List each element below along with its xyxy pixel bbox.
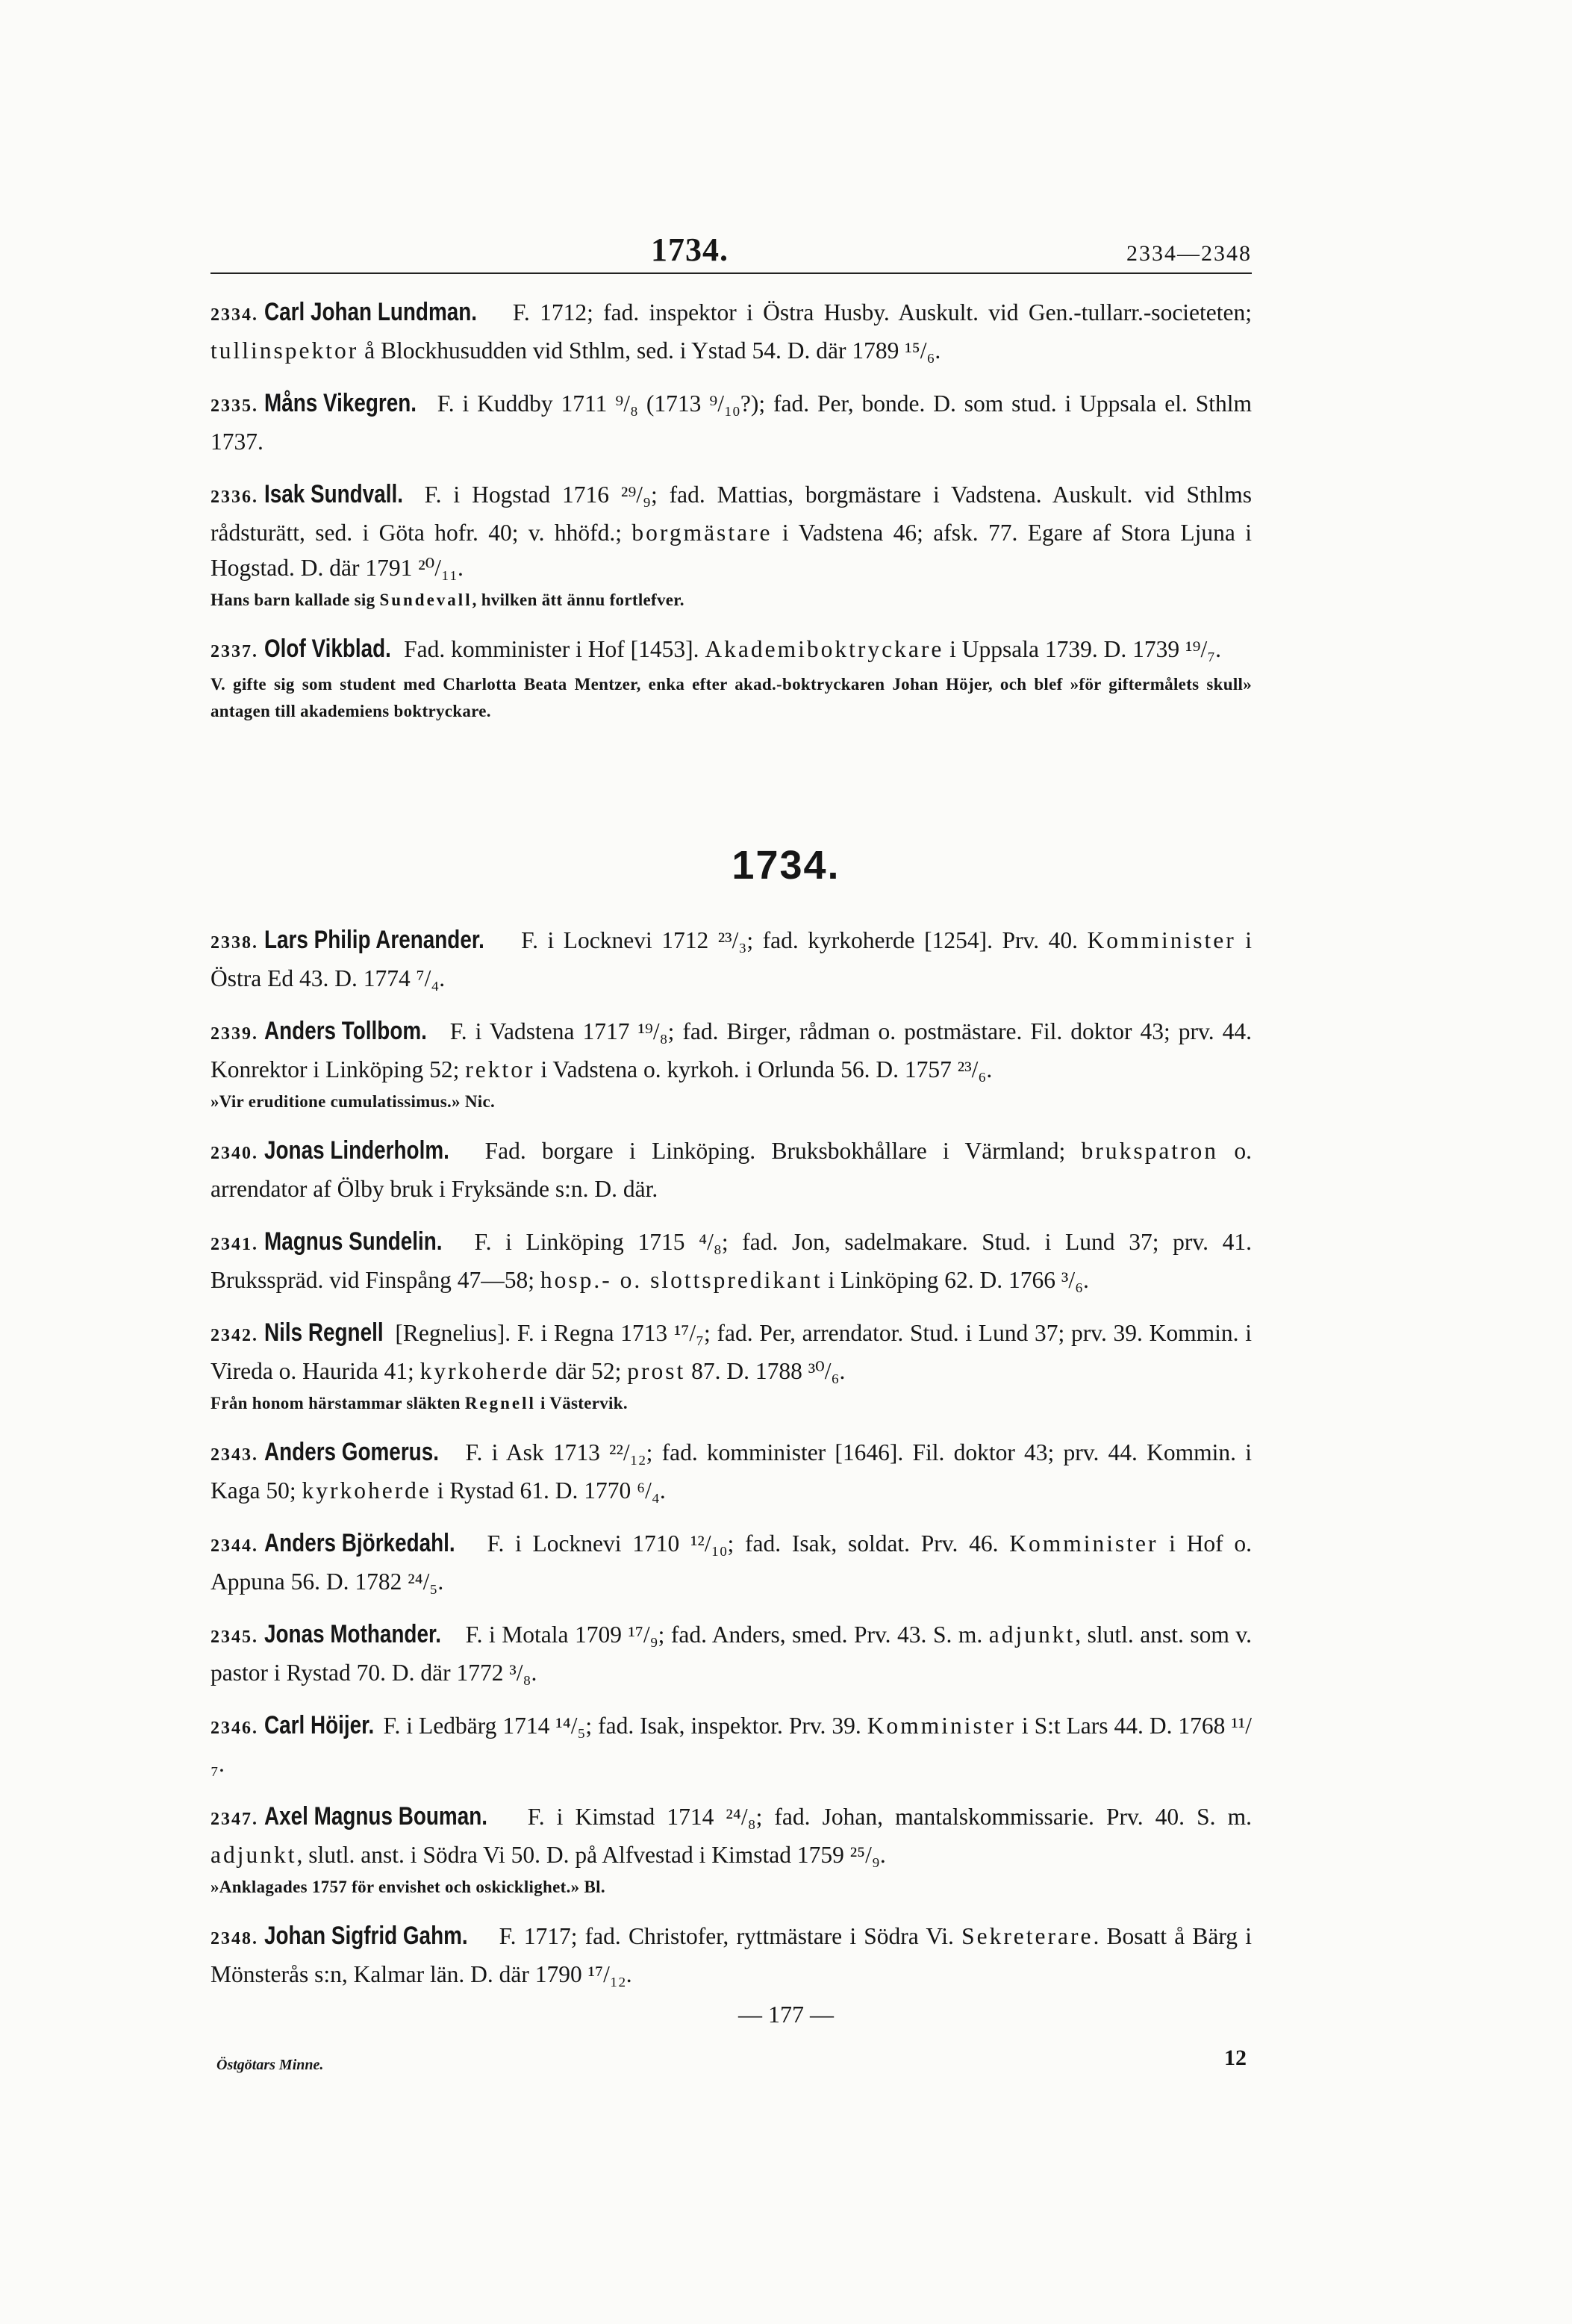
gathering-number: 12 xyxy=(1224,2046,1247,2070)
entry-text: F. i Locknevi 1712 ²³/₃; fad. kyrkoherde [1254]. Prv. 40. xyxy=(511,927,1088,953)
entry-text: hosp.- o. slottspredikant xyxy=(540,1267,823,1293)
entry-name: Måns Vikegren. xyxy=(264,389,417,417)
note-text: »Vir eruditione cumulatissimus.» Nic. xyxy=(210,1092,496,1111)
biography-entry xyxy=(210,1708,1252,1781)
note-text: Från honom härstammar släkten xyxy=(210,1394,465,1412)
entry-text: . Bosatt å Bärg i Mönsterås s:n, Kalmar län. D. där 1790 ¹⁷/₁₂. xyxy=(210,1923,1252,1987)
entry-number: 2341. xyxy=(210,1235,258,1254)
note-text: »Anklagades 1757 för envishet och oskicklighet.» Bl. xyxy=(210,1878,605,1896)
entry-text: adjunkt xyxy=(210,1842,297,1868)
entry-text: å Blockhusudden vid Sthlm, sed. i Ystad 54. D. där 1789 ¹⁵/₆. xyxy=(358,337,941,364)
entry-number: 2346. xyxy=(210,1719,258,1738)
biography-entry xyxy=(210,1133,1252,1206)
entry-number: 2334. xyxy=(210,305,258,325)
entry-name: Anders Tollbom. xyxy=(264,1017,427,1045)
entry-text: i Vadstena 46; afsk. 77. Egare af Stora Ljuna i Hogstad. D. där 1791 ²⁰/₁₁. xyxy=(210,520,1252,581)
header-entry-range: 2334—2348 xyxy=(1126,241,1252,266)
entry-text: o. arrendator af Ölby bruk i Fryksände s:n. D. där. xyxy=(210,1138,1253,1202)
entry-text: Fad. borgare i Linköping. Bruksbokhållare i Värmland; xyxy=(469,1138,1082,1164)
entry-text: Akademiboktryckare xyxy=(705,636,944,662)
biography-entry xyxy=(210,1799,1252,1901)
entry-name: Anders Gomerus. xyxy=(264,1438,439,1466)
entry-text: rektor xyxy=(465,1056,535,1082)
entry-text: i Vadstena o. kyrkoh. i Orlunda 56. D. 1757 ²³/₆. xyxy=(534,1056,993,1082)
entry-text: brukspatron xyxy=(1081,1138,1219,1164)
note-text: , hvilken ätt ännu fortlefver. xyxy=(472,591,684,609)
signature-mark: Östgötars Minne. xyxy=(216,2057,324,2073)
entry-text: F. i Ledbärg 1714 ¹⁴/₅; fad. Isak, inspektor. Prv. 39. xyxy=(377,1713,867,1739)
biography-entry xyxy=(210,923,1252,996)
entry-text: Komminister xyxy=(1009,1530,1158,1557)
entry-name: Olof Vikblad. xyxy=(264,635,391,663)
entry-note xyxy=(210,671,1252,725)
entry-text: adjunkt xyxy=(988,1621,1076,1648)
biography-entry xyxy=(210,632,1252,725)
entry-text: där 52; xyxy=(549,1358,628,1384)
biography-entry xyxy=(210,295,1252,368)
entry-number: 2348. xyxy=(210,1929,258,1948)
entry-text: kyrkoherde xyxy=(419,1358,550,1384)
note-text: Regnell xyxy=(464,1394,536,1412)
entry-number: 2339. xyxy=(210,1024,258,1044)
entry-number: 2345. xyxy=(210,1627,258,1647)
entries-block-2 xyxy=(210,923,1252,2010)
page-number: — 177 — xyxy=(738,2001,834,2028)
entry-text: F. i Hogstad 1716 ²⁹/₉; fad. Mattias, borgmästare i Vadstena. Auskult. vid Sthlms rådsturätt, sed. i Göta hofr. 40; v. hhöfd.; xyxy=(210,482,1252,546)
entry-name: Jonas Linderholm. xyxy=(264,1136,449,1165)
entry-name: Carl Johan Lundman. xyxy=(264,298,478,326)
note-text: V. gifte sig som student med Charlotta Beata Mentzer, enka efter akad.-boktryckaren Johan Höjer, och blef »för giftermålets skull» antagen till akademiens boktryckare. xyxy=(210,675,1252,720)
entry-text: tullinspektor xyxy=(210,337,359,364)
entry-text: i Rystad 61. D. 1770 ⁶/₄. xyxy=(431,1477,666,1504)
entry-text: F. i Ask 1713 ²²/₁₂; fad. komminister [1646]. Fil. doktor 43; prv. 44. Kommin. i Kaga 50; xyxy=(210,1439,1252,1504)
note-text: Sundevall xyxy=(379,591,472,609)
entry-text: , slutl. anst. i Södra Vi 50. D. på Alfvestad i Kimstad 1759 ²⁵/₉. xyxy=(296,1842,886,1868)
entry-name: Magnus Sundelin. xyxy=(264,1227,443,1256)
biography-entry xyxy=(210,1014,1252,1115)
entry-text: , slutl. anst. som v. pastor i Rystad 70. D. där 1772 ³/₈. xyxy=(210,1621,1252,1686)
biography-entry xyxy=(210,1435,1252,1508)
entry-text: F. i Linköping 1715 ⁴/₈; fad. Jon, sadelmakare. Stud. i Lund 37; prv. 41. Bruksspräd. vid Finspång 47—58; xyxy=(210,1229,1252,1293)
entry-name: Nils Regnell xyxy=(264,1318,384,1347)
biography-entry xyxy=(210,1224,1252,1297)
entries-block-1 xyxy=(210,295,1252,743)
entry-name: Johan Sigfrid Gahm. xyxy=(264,1922,468,1950)
entry-number: 2336. xyxy=(210,487,258,507)
entry-text: i Östra Ed 43. D. 1774 ⁷/₄. xyxy=(210,927,1252,991)
entry-text: F. i Kimstad 1714 ²⁴/₈; fad. Johan, mantalskommissarie. Prv. 40. S. m. xyxy=(515,1804,1252,1830)
entry-text: Sekreterare xyxy=(961,1923,1094,1949)
entry-text: F. i Kuddby 1711 ⁹/₈ (1713 ⁹/₁₀?); fad. Per, bonde. D. som stud. i Uppsala el. Sthlm 1737. xyxy=(210,390,1252,455)
entry-number: 2337. xyxy=(210,642,258,661)
entry-text: Fad. komminister i Hof [1453]. xyxy=(398,636,705,662)
entry-name: Carl Höijer. xyxy=(264,1711,375,1739)
entry-text: [Regnelius]. F. i Regna 1713 ¹⁷/₇; fad. Per, arrendator. Stud. i Lund 37; prv. 39. Kommin. i Vireda o. Haurida 41; xyxy=(210,1320,1252,1384)
note-text: Hans barn kallade sig xyxy=(210,591,380,609)
biography-entry xyxy=(210,477,1252,614)
entry-name: Isak Sundvall. xyxy=(264,480,403,508)
biography-entry xyxy=(210,1526,1252,1599)
entry-note xyxy=(210,1390,1252,1417)
entry-text: Komminister xyxy=(867,1713,1016,1739)
biography-entry xyxy=(210,1315,1252,1417)
note-text: i Västervik. xyxy=(535,1394,628,1412)
entry-name: Axel Magnus Bouman. xyxy=(264,1802,487,1831)
entry-number: 2344. xyxy=(210,1536,258,1556)
entry-text: i Hof o. Appuna 56. D. 1782 ²⁴/₅. xyxy=(210,1530,1252,1595)
entry-note xyxy=(210,1088,1252,1115)
entry-text: F. 1712; fad. inspektor i Östra Husby. Auskult. vid Gen.-tullarr.-societeten; xyxy=(502,299,1252,325)
biography-entry xyxy=(210,1617,1252,1690)
running-head xyxy=(210,228,1252,274)
entry-text: F. i Locknevi 1710 ¹²/₁₀; fad. Isak, soldat. Prv. 46. xyxy=(475,1530,1010,1557)
entry-text: F. i Motala 1709 ¹⁷/₉; fad. Anders, smed. Prv. 43. S. m. xyxy=(459,1621,989,1648)
entry-note xyxy=(210,1874,1252,1901)
entry-name: Jonas Mothander. xyxy=(264,1620,442,1648)
entry-text: F. i Vadstena 1717 ¹⁹/₈; fad. Birger, rådman o. postmästare. Fil. doktor 43; prv. 44. Konrektor i Linköping 52; xyxy=(210,1018,1252,1082)
entry-name: Anders Björkedahl. xyxy=(264,1529,455,1557)
entry-text: borgmästare xyxy=(631,520,773,546)
section-year-heading: 1734. xyxy=(732,843,840,888)
entry-text: 87. D. 1788 ³⁰/₆. xyxy=(685,1358,846,1384)
entry-text: i S:t Lars 44. D. 1768 ¹¹/₇. xyxy=(210,1713,1252,1777)
biography-entry xyxy=(210,1919,1252,1992)
entry-number: 2338. xyxy=(210,933,258,953)
entry-text: kyrkoherde xyxy=(302,1477,431,1504)
biography-entry xyxy=(210,386,1252,459)
entry-number: 2335. xyxy=(210,396,258,416)
entry-text: prost xyxy=(627,1358,686,1384)
header-year: 1734. xyxy=(651,231,729,268)
entry-number: 2347. xyxy=(210,1810,258,1829)
entry-number: 2340. xyxy=(210,1144,258,1163)
entry-text: i Uppsala 1739. D. 1739 ¹⁹/₇. xyxy=(943,636,1222,662)
entry-text: Komminister xyxy=(1087,927,1236,953)
entry-number: 2342. xyxy=(210,1326,258,1345)
entry-number: 2343. xyxy=(210,1445,258,1465)
entry-note xyxy=(210,587,1252,614)
entry-text: i Linköping 62. D. 1766 ³/₆. xyxy=(822,1267,1089,1293)
entry-name: Lars Philip Arenander. xyxy=(264,926,484,954)
entry-text: F. 1717; fad. Christofer, ryttmästare i Södra Vi. xyxy=(491,1923,962,1949)
